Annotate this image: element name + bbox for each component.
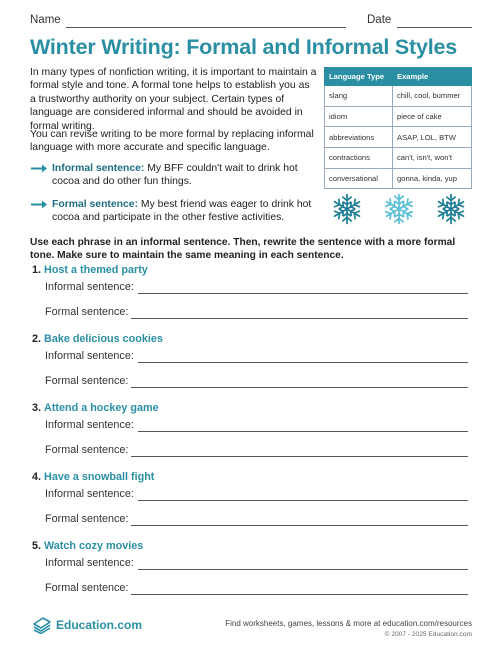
page-footer — [0, 610, 500, 647]
informal-label: Informal sentence: — [45, 281, 134, 293]
item-number: 4. — [32, 471, 42, 483]
item-phrase: Attend a hockey game — [44, 402, 159, 414]
formal-label: Formal sentence: — [45, 306, 129, 318]
item-phrase: Bake delicious cookies — [44, 333, 163, 345]
example-informal — [30, 162, 320, 189]
name-label: Name — [30, 14, 61, 26]
table-cell: gonna, kinda, yup — [393, 168, 472, 189]
informal-label: Informal sentence: — [45, 419, 134, 431]
informal-label: Informal sentence: — [45, 557, 134, 569]
formal-answer-line[interactable] — [131, 594, 468, 595]
informal-label: Informal sentence: — [45, 488, 134, 500]
footer-tagline[interactable]: Find worksheets, games, lessons & more at education.com/resources — [225, 619, 472, 628]
table-row — [325, 127, 472, 148]
item-phrase: Watch cozy movies — [44, 540, 144, 552]
book-stack-icon — [32, 616, 52, 634]
informal-answer-line[interactable] — [138, 362, 468, 363]
formal-answer-line[interactable] — [131, 387, 468, 388]
exercise-item — [30, 264, 470, 324]
informal-answer-line[interactable] — [138, 293, 468, 294]
exercise-item — [30, 402, 470, 462]
formal-answer-line[interactable] — [131, 318, 468, 319]
table-cell: piece of cake — [393, 106, 472, 127]
example-label: Formal sentence: — [52, 199, 139, 210]
arrow-right-icon — [30, 162, 48, 175]
formal-label: Formal sentence: — [45, 513, 129, 525]
education-logo[interactable] — [32, 614, 142, 636]
example-label: Informal sentence: — [52, 163, 145, 174]
table-header-row — [325, 68, 472, 86]
table-cell: conversational — [325, 168, 393, 189]
footer-text — [225, 618, 472, 640]
item-number: 3. — [32, 402, 42, 414]
intro-paragraph-2: You can revise writing to be more formal by replacing informal language with more accurate and specific language. — [30, 129, 314, 154]
informal-label: Informal sentence: — [45, 350, 134, 362]
informal-answer-line[interactable] — [138, 431, 468, 432]
brand-name: Education.com — [56, 618, 143, 632]
table-cell: ASAP, LOL, BTW — [393, 127, 472, 148]
table-cell: can't, isn't, won't — [393, 148, 472, 169]
example-text: My best friend was eager to drink hot cocoa and participate in the other festive activities. — [52, 199, 312, 224]
table-cell: chill, cool, bummer — [393, 86, 472, 107]
date-line[interactable] — [397, 27, 472, 28]
name-date-row — [30, 14, 472, 32]
item-phrase: Host a themed party — [44, 264, 148, 276]
example-formal — [30, 198, 320, 225]
formal-label: Formal sentence: — [45, 444, 129, 456]
table-header-cell: Language Type — [325, 68, 393, 86]
exercise-item — [30, 540, 470, 600]
instructions: Use each phrase in an informal sentence. Then, rewrite the sentence with a more formal tone. Make sure to maintain the same meaning in each sentence. — [30, 237, 456, 261]
snowflake-icon — [382, 192, 416, 226]
arrow-right-icon — [30, 198, 48, 211]
language-type-table — [324, 67, 472, 189]
formal-answer-line[interactable] — [131, 525, 468, 526]
formal-answer-line[interactable] — [131, 456, 468, 457]
table-cell: abbreviations — [325, 127, 393, 148]
intro-paragraph-1: In many types of nonfiction writing, it is important to maintain a formal style and tone. A formal tone helps to establish you as a trustworthy authority on your subject. Certain types of language are considered informal and should be avoided in formal writing. — [30, 67, 317, 132]
name-line[interactable] — [66, 27, 346, 28]
item-number: 1. — [32, 264, 42, 276]
formal-label: Formal sentence: — [45, 582, 129, 594]
page-title: Winter Writing: Formal and Informal Styles — [30, 35, 458, 59]
date-label: Date — [367, 14, 392, 26]
table-cell: slang — [325, 86, 393, 107]
table-row — [325, 86, 472, 107]
snowflake-icon — [330, 192, 364, 226]
exercise-item — [30, 471, 470, 531]
exercise-item — [30, 333, 470, 393]
table-cell: contractions — [325, 148, 393, 169]
snowflake-decoration — [330, 192, 470, 228]
item-phrase: Have a snowball fight — [44, 471, 155, 483]
footer-copyright: © 2007 - 2025 Education.com — [384, 631, 472, 638]
snowflake-icon — [434, 192, 468, 226]
example-text: My BFF couldn't wait to drink hot cocoa and do other fun things. — [52, 163, 298, 188]
informal-answer-line[interactable] — [138, 569, 468, 570]
item-number: 5. — [32, 540, 42, 552]
item-number: 2. — [32, 333, 42, 345]
table-row — [325, 148, 472, 169]
table-cell: idiom — [325, 106, 393, 127]
table-row — [325, 106, 472, 127]
informal-answer-line[interactable] — [138, 500, 468, 501]
formal-label: Formal sentence: — [45, 375, 129, 387]
table-header-cell: Example — [393, 68, 472, 86]
table-row — [325, 168, 472, 189]
